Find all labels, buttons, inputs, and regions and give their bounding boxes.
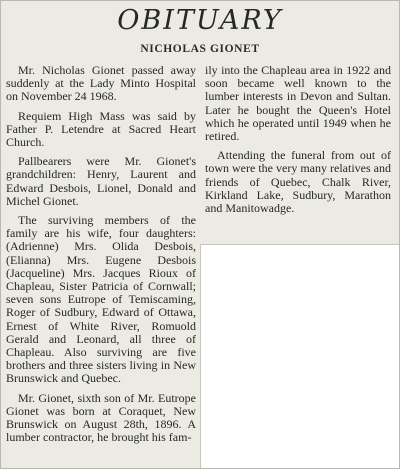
- paragraph-survivors: The surviving members of the family are his wife, four daughters: (Adrienne) Mrs. Olida Desbois, (Elianna) Mrs. Eugene Desbois (Jacqueline) Mrs. Jacques Rioux of Chapleau, Sister Patricia of Cornwall; seven sons Eutrope of Temiscaming, Roger of Sudbury, Edward of Ottawa, Ernest of White River, Romuold Gerald and Leonard, all three of Chapleau. Also surviving are five brothers and three sisters living in New Brunswick and Quebec.: [6, 213, 196, 386]
- obituary-headline: OBITUARY: [117, 5, 283, 36]
- clipping-edge-horizontal: [200, 244, 399, 245]
- deceased-name: NICHOLAS GIONET: [140, 43, 260, 55]
- paragraph-biography: Mr. Gionet, sixth son of Mr. Eutrope Gionet was born at Coraquet, New Brunswick on August 28th, 1896. A lumber contractor, he brought his fam-: [6, 390, 196, 445]
- left-column: [6, 64, 196, 450]
- paragraph-mass: Requiem High Mass was said by Father P. Letendre at Sacred Heart Church.: [6, 108, 196, 150]
- paragraph-pallbearers: Pallbearers were Mr. Gionet's grandchildren: Henry, Laurent and Edward Desbois, Lionel, Donald and Michel Gionet.: [6, 154, 196, 208]
- paragraph-death-notice: Mr. Nicholas Gionet passed away suddenly at the Lady Minto Hospital on November 24 1968.: [6, 63, 196, 104]
- paragraph-biography-continued: ily into the Chapleau area in 1922 and soon became well known to the lumber interests in Devon and Sultan. Later he bought the Queen's Hotel which he operated until 1949 when he retired.: [205, 63, 391, 144]
- paragraph-attendees: Attending the funeral from out of town were the very many relatives and friends of Quebec, Chalk River, Kirkland Lake, Sudbury, Marathon and Manitowadge.: [205, 148, 391, 216]
- clipping-edge-vertical: [200, 244, 201, 468]
- right-column: [205, 64, 391, 221]
